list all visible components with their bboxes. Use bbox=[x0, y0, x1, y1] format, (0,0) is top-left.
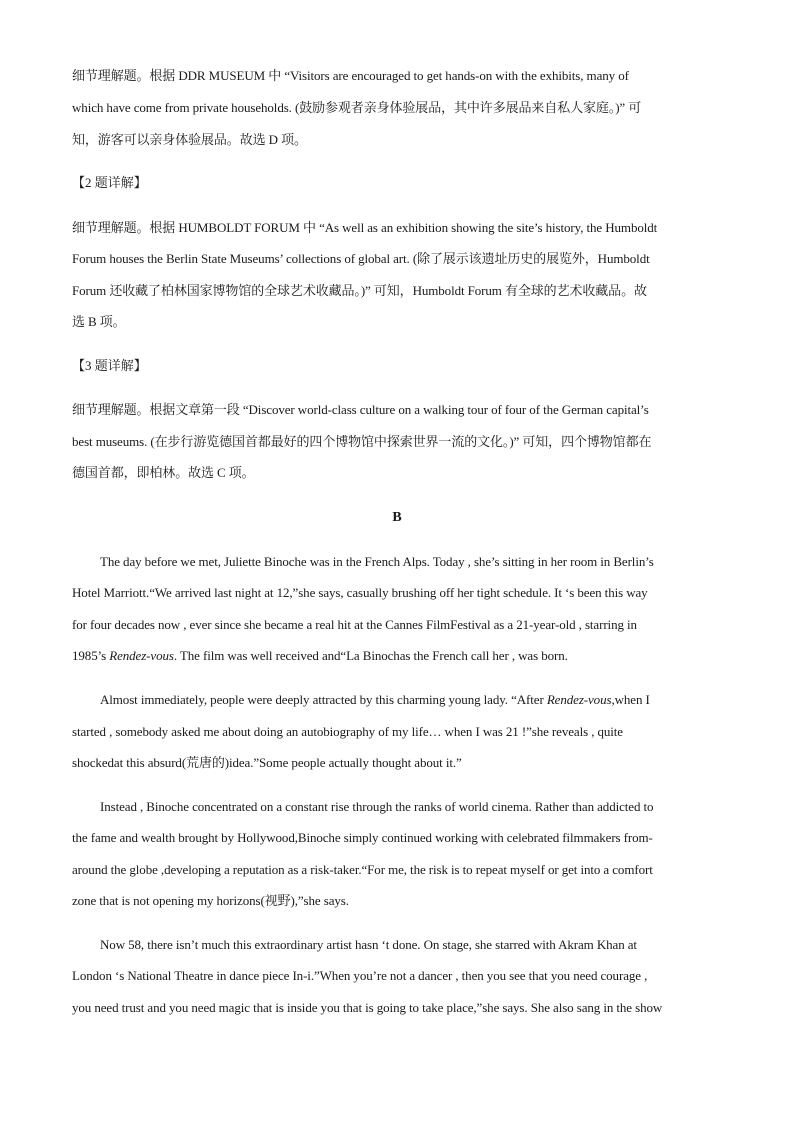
para1-line-4-text-b: . The film was well received and“La Binochas the French call her , was born. bbox=[173, 648, 568, 663]
para2-line-1-text-b: ,when I bbox=[611, 692, 650, 707]
film-title-rendez-vous: Rendez-vous bbox=[109, 648, 174, 663]
q3-heading: 【3 题详解】 bbox=[72, 358, 147, 373]
para3-line-2: the fame and wealth brought by Hollywood,Binoche simply continued working with celebrated filmmakers from- bbox=[72, 830, 653, 845]
para1-line-2: Hotel Marriott.“We arrived last night at 12,”she says, casually brushing off her tight schedule. It ‘s been this way bbox=[72, 585, 648, 600]
q1-line-3: 知，游客可以亲身体验展品。故选 D 项。 bbox=[72, 132, 307, 147]
para3-line-3: around the globe ,developing a reputation as a risk-taker.“For me, the risk is to repeat myself or get into a comfort bbox=[72, 862, 653, 877]
q3-line-2: best museums. (在步行游览德国首都最好的四个博物馆中探索世界一流的文化。)” 可知，四个博物馆都在 bbox=[72, 434, 652, 449]
para3-line-1: Instead , Binoche concentrated on a constant rise through the ranks of world cinema. Rather than addicted to bbox=[100, 799, 654, 814]
para2-line-3: shockedat this absurd(荒唐的)idea.”Some people actually thought about it.” bbox=[72, 755, 462, 770]
q2-line-4: 选 B 项。 bbox=[72, 314, 126, 329]
para4-line-1: Now 58, there isn’t much this extraordinary artist hasn ‘t done. On stage, she starred with Akram Khan at bbox=[100, 937, 637, 952]
para1-line-1: The day before we met, Juliette Binoche was in the French Alps. Today , she’s sitting in her room in Berlin’s bbox=[100, 554, 654, 569]
q2-line-3: Forum 还收藏了柏林国家博物馆的全球艺术收藏品。)” 可知，Humboldt Forum 有全球的艺术收藏品。故 bbox=[72, 283, 647, 298]
para2-line-1 bbox=[100, 691, 732, 709]
para1-line-4 bbox=[72, 647, 732, 665]
film-title-rendez-vous: Rendez-vous bbox=[546, 692, 612, 707]
para4-line-2: London ‘s National Theatre in dance piece In-i.”When you’re not a dancer , then you see that you need courage , bbox=[72, 968, 648, 983]
para2-line-2: started , somebody asked me about doing an autobiography of my life… when I was 21 !”she reveals , quite bbox=[72, 724, 623, 739]
para4-line-3: you need trust and you need magic that is inside you that is going to take place,”she says. She also sang in the show bbox=[72, 1000, 663, 1015]
q3-line-1: 细节理解题。根据文章第一段 “Discover world-class culture on a walking tour of four of the German capital’s bbox=[72, 402, 649, 417]
para3-line-4: zone that is not opening my horizons(视野),”she says. bbox=[72, 893, 349, 908]
q1-line-2: which have come from private households. (鼓励参观者亲身体验展品，其中许多展品来自私人家庭。)” 可 bbox=[72, 100, 642, 115]
section-b-title: B bbox=[392, 510, 402, 525]
q2-line-2: Forum houses the Berlin State Museums’ collections of global art. (除了展示该遗址历史的展览外，Humboldt bbox=[72, 251, 650, 266]
q2-heading: 【2 题详解】 bbox=[72, 175, 147, 190]
q1-line-1: 细节理解题。根据 DDR MUSEUM 中 “Visitors are encouraged to get hands-on with the exhibits, many of bbox=[72, 68, 629, 83]
para2-line-1-text-a: Almost immediately, people were deeply attracted by this charming young lady. “After bbox=[100, 692, 547, 707]
q3-line-3: 德国首都，即柏林。故选 C 项。 bbox=[72, 465, 255, 480]
q2-line-1: 细节理解题。根据 HUMBOLDT FORUM 中 “As well as an exhibition showing the site’s history, the Humboldt bbox=[72, 220, 658, 235]
para1-line-3: for four decades now , ever since she became a real hit at the Cannes FilmFestival as a 21-year-old , starring in bbox=[72, 617, 637, 632]
para1-line-4-text-a: 1985’s bbox=[72, 648, 110, 663]
